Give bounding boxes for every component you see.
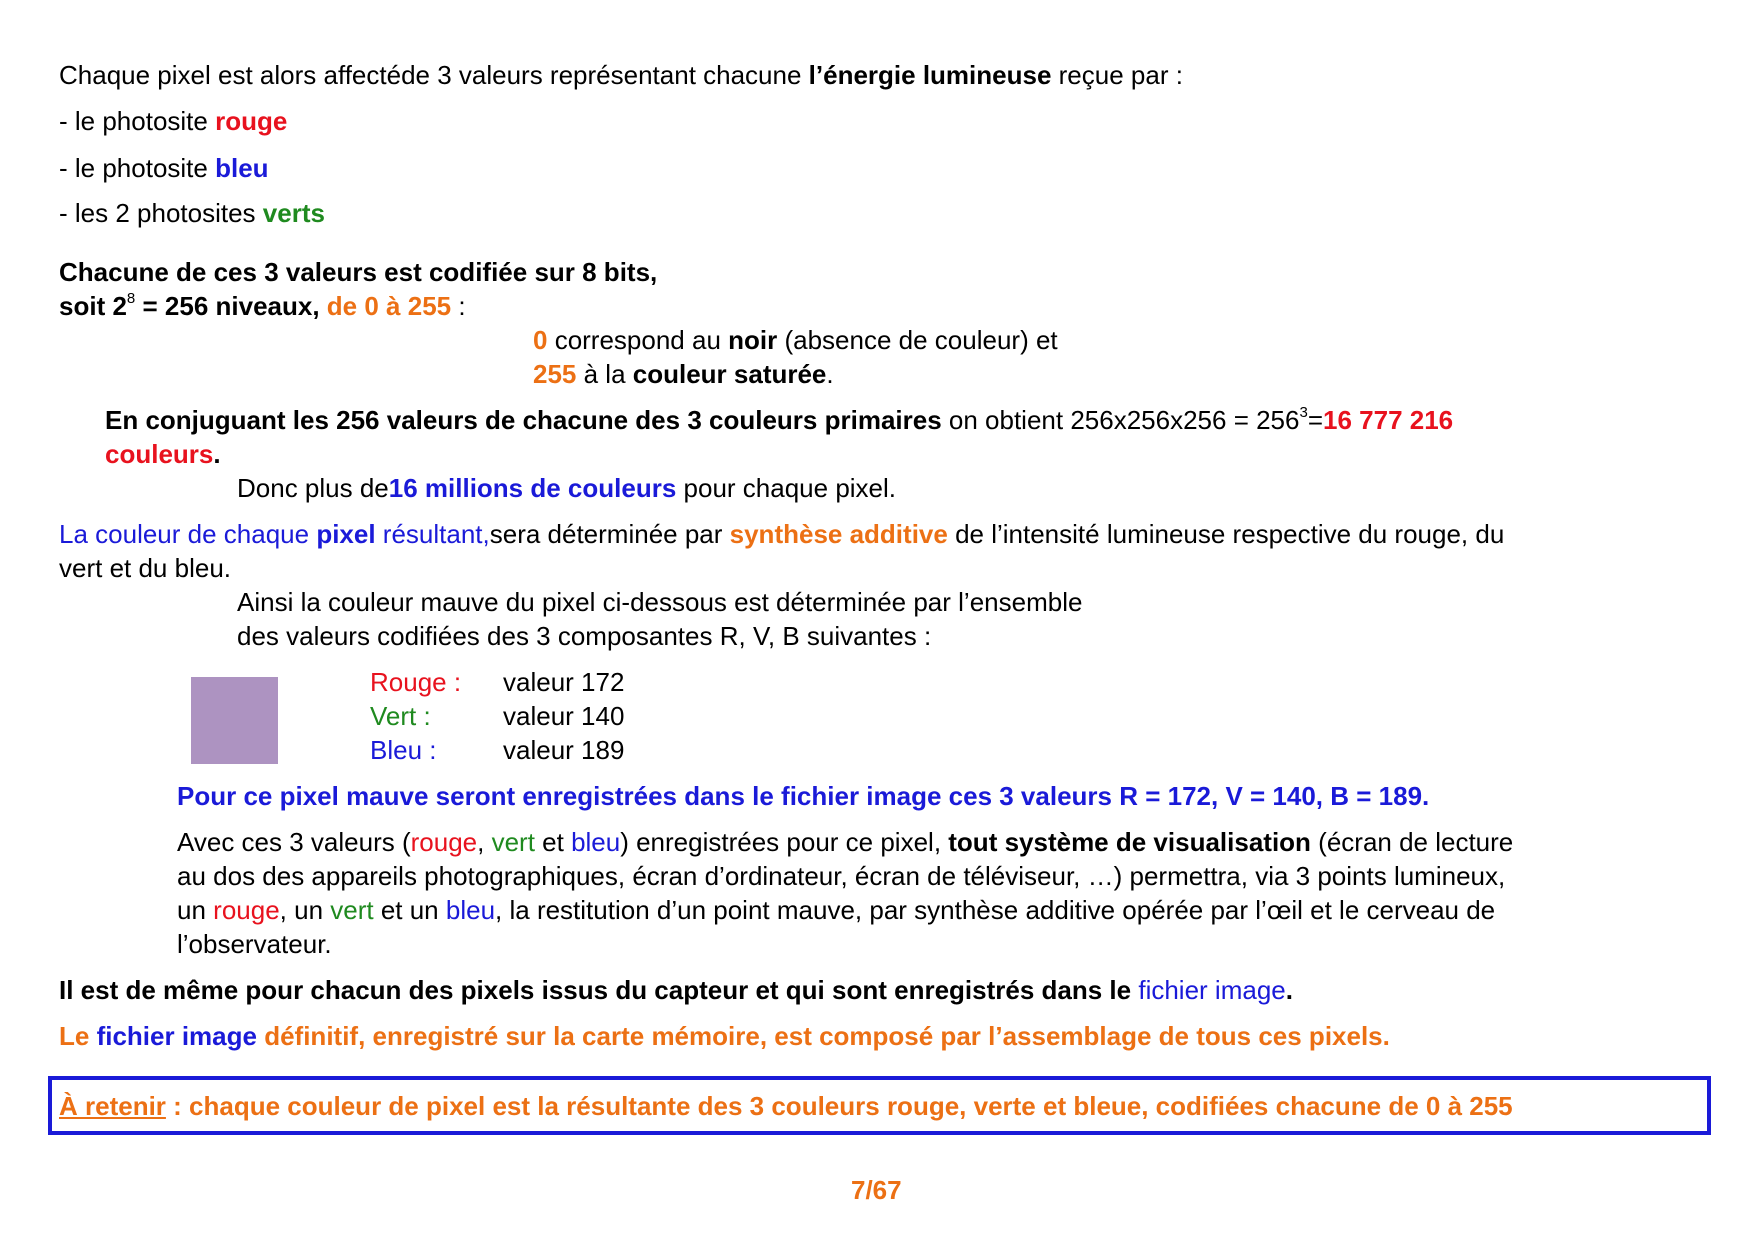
word-verts: verts — [262, 198, 325, 228]
range-text: de 0 à 255 — [326, 291, 452, 321]
combine-c: = — [1307, 405, 1324, 435]
component-label-vert: Vert : — [370, 701, 431, 731]
component-value-bleu: valeur 189 — [503, 735, 625, 765]
same-line — [59, 974, 1293, 1006]
soit-text: soit 2 — [59, 291, 127, 321]
display-line3 — [177, 894, 1495, 926]
record-line: Pour ce pixel mauve seront enregistrées dans le fichier image ces 3 valeurs R = 172, V = 140, B = 189. — [177, 781, 1430, 811]
display-text: un — [177, 895, 214, 925]
final-text: définitif, enregistré sur la carte mémoire, est composé par l’assemblage de tous ces pixels. — [256, 1021, 1390, 1051]
fichier-image: fichier image — [96, 1021, 257, 1051]
combine-g: Donc plus de — [237, 473, 389, 503]
intro-text-a: Chaque pixel est alors affectéde 3 valeurs représentant chacune — [59, 60, 809, 90]
word-bleu: bleu — [571, 827, 621, 857]
synth-pixel: pixel — [316, 519, 376, 549]
combine-count: 16 777 216 — [1323, 405, 1454, 435]
eq-text: = — [135, 291, 165, 321]
list-item-blue — [59, 152, 269, 184]
word-vert: vert — [491, 827, 535, 857]
combine-dot: . — [213, 439, 221, 469]
combine-line2 — [105, 438, 221, 470]
max-value: 255 — [533, 359, 577, 389]
display-text: , — [477, 827, 492, 857]
synth-d: sera déterminée par — [489, 519, 730, 549]
word-rouge: rouge — [410, 827, 478, 857]
fichier-image: fichier image — [1138, 975, 1286, 1005]
synth-c: résultant, — [375, 519, 490, 549]
display-system: tout système de visualisation — [948, 827, 1311, 857]
retain-label: À retenir — [59, 1091, 166, 1121]
max-text: à la — [576, 359, 633, 389]
combine-b: on obtient 256x256x256 = 256 — [941, 405, 1300, 435]
list-item-green — [59, 197, 325, 229]
display-text: et — [534, 827, 572, 857]
colon-text: : — [451, 291, 466, 321]
component-value-vert: valeur 140 — [503, 701, 625, 731]
saturated-text: couleur saturée — [632, 359, 827, 389]
display-text: et un — [373, 895, 446, 925]
synth-line3: Ainsi la couleur mauve du pixel ci-dessous est déterminée par l’ensemble — [237, 587, 1083, 617]
combine-line3 — [237, 472, 896, 504]
retain-line — [59, 1090, 1513, 1122]
dot: . — [826, 359, 834, 389]
coding-line2 — [59, 290, 466, 322]
intro-energy: l’énergie lumineuse — [808, 60, 1052, 90]
word-rouge: rouge — [215, 106, 288, 136]
combine-i: pour chaque pixel. — [676, 473, 897, 503]
synth-f: de l’intensité lumineuse respective du rouge, du — [947, 519, 1505, 549]
synth-line2: vert et du bleu. — [59, 553, 231, 583]
word-bleu: bleu — [215, 153, 269, 183]
component-label-rouge: Rouge : — [370, 667, 462, 697]
display-text: , la restitution d’un point mauve, par synthèse additive opérée par l’œil et le cerveau de — [495, 895, 1496, 925]
synth-line4: des valeurs codifiées des 3 composantes R, V, B suivantes : — [237, 621, 932, 651]
word-vert: vert — [330, 895, 374, 925]
combine-line1 — [105, 404, 1453, 436]
zero-text-b: (absence de couleur) et — [777, 325, 1058, 355]
word-rouge: rouge — [213, 895, 280, 925]
exponent-3: 3 — [1299, 404, 1308, 421]
list-prefix: - le photosite — [59, 106, 216, 136]
final-le: Le — [59, 1021, 97, 1051]
display-text: Avec ces 3 valeurs ( — [177, 827, 411, 857]
synth-line1 — [59, 518, 1504, 550]
list-prefix: - les 2 photosites — [59, 198, 263, 228]
list-item-red — [59, 105, 287, 137]
synth-additive: synthèse additive — [729, 519, 948, 549]
combine-millions: 16 millions de couleurs — [388, 473, 677, 503]
zero-line — [533, 324, 1058, 356]
list-prefix: - le photosite — [59, 153, 216, 183]
noir-text: noir — [728, 325, 778, 355]
retain-text: : chaque couleur de pixel est la résultante des 3 couleurs rouge, verte et bleue, codifiées chacune de 0 à 255 — [165, 1091, 1513, 1121]
synth-a: La couleur de chaque — [59, 519, 317, 549]
display-line2: au dos des appareils photographiques, écran d’ordinateur, écran de téléviseur, …) permettra, via 3 points lumineux, — [177, 861, 1506, 891]
combine-couleurs: couleurs — [105, 439, 214, 469]
same-text: Il est de même pour chacun des pixels issus du capteur et qui sont enregistrés dans le — [59, 975, 1139, 1005]
coding-line1: Chacune de ces 3 valeurs est codifiée sur 8 bits, — [59, 257, 658, 287]
display-text: , un — [279, 895, 331, 925]
zero-value: 0 — [533, 325, 548, 355]
display-line4: l’observateur. — [177, 929, 332, 959]
combine-a: En conjuguant les 256 valeurs de chacune des 3 couleurs primaires — [105, 405, 942, 435]
component-label-bleu: Bleu : — [370, 735, 437, 765]
niveaux-text: 256 niveaux, — [164, 291, 327, 321]
page-number: 7/67 — [851, 1175, 902, 1205]
component-value-rouge: valeur 172 — [503, 667, 625, 697]
exponent-8: 8 — [126, 290, 136, 307]
word-bleu: bleu — [445, 895, 496, 925]
zero-text: correspond au — [547, 325, 729, 355]
mauve-pixel-swatch — [191, 677, 278, 764]
intro-line — [59, 59, 1183, 91]
intro-text-c: reçue par : — [1051, 60, 1183, 90]
display-text: ) enregistrées pour ce pixel, — [620, 827, 949, 857]
same-dot: . — [1285, 975, 1293, 1005]
display-line1 — [177, 826, 1513, 858]
final-line — [59, 1020, 1390, 1052]
display-text: (écran de lecture — [1310, 827, 1514, 857]
max-line — [533, 358, 834, 390]
